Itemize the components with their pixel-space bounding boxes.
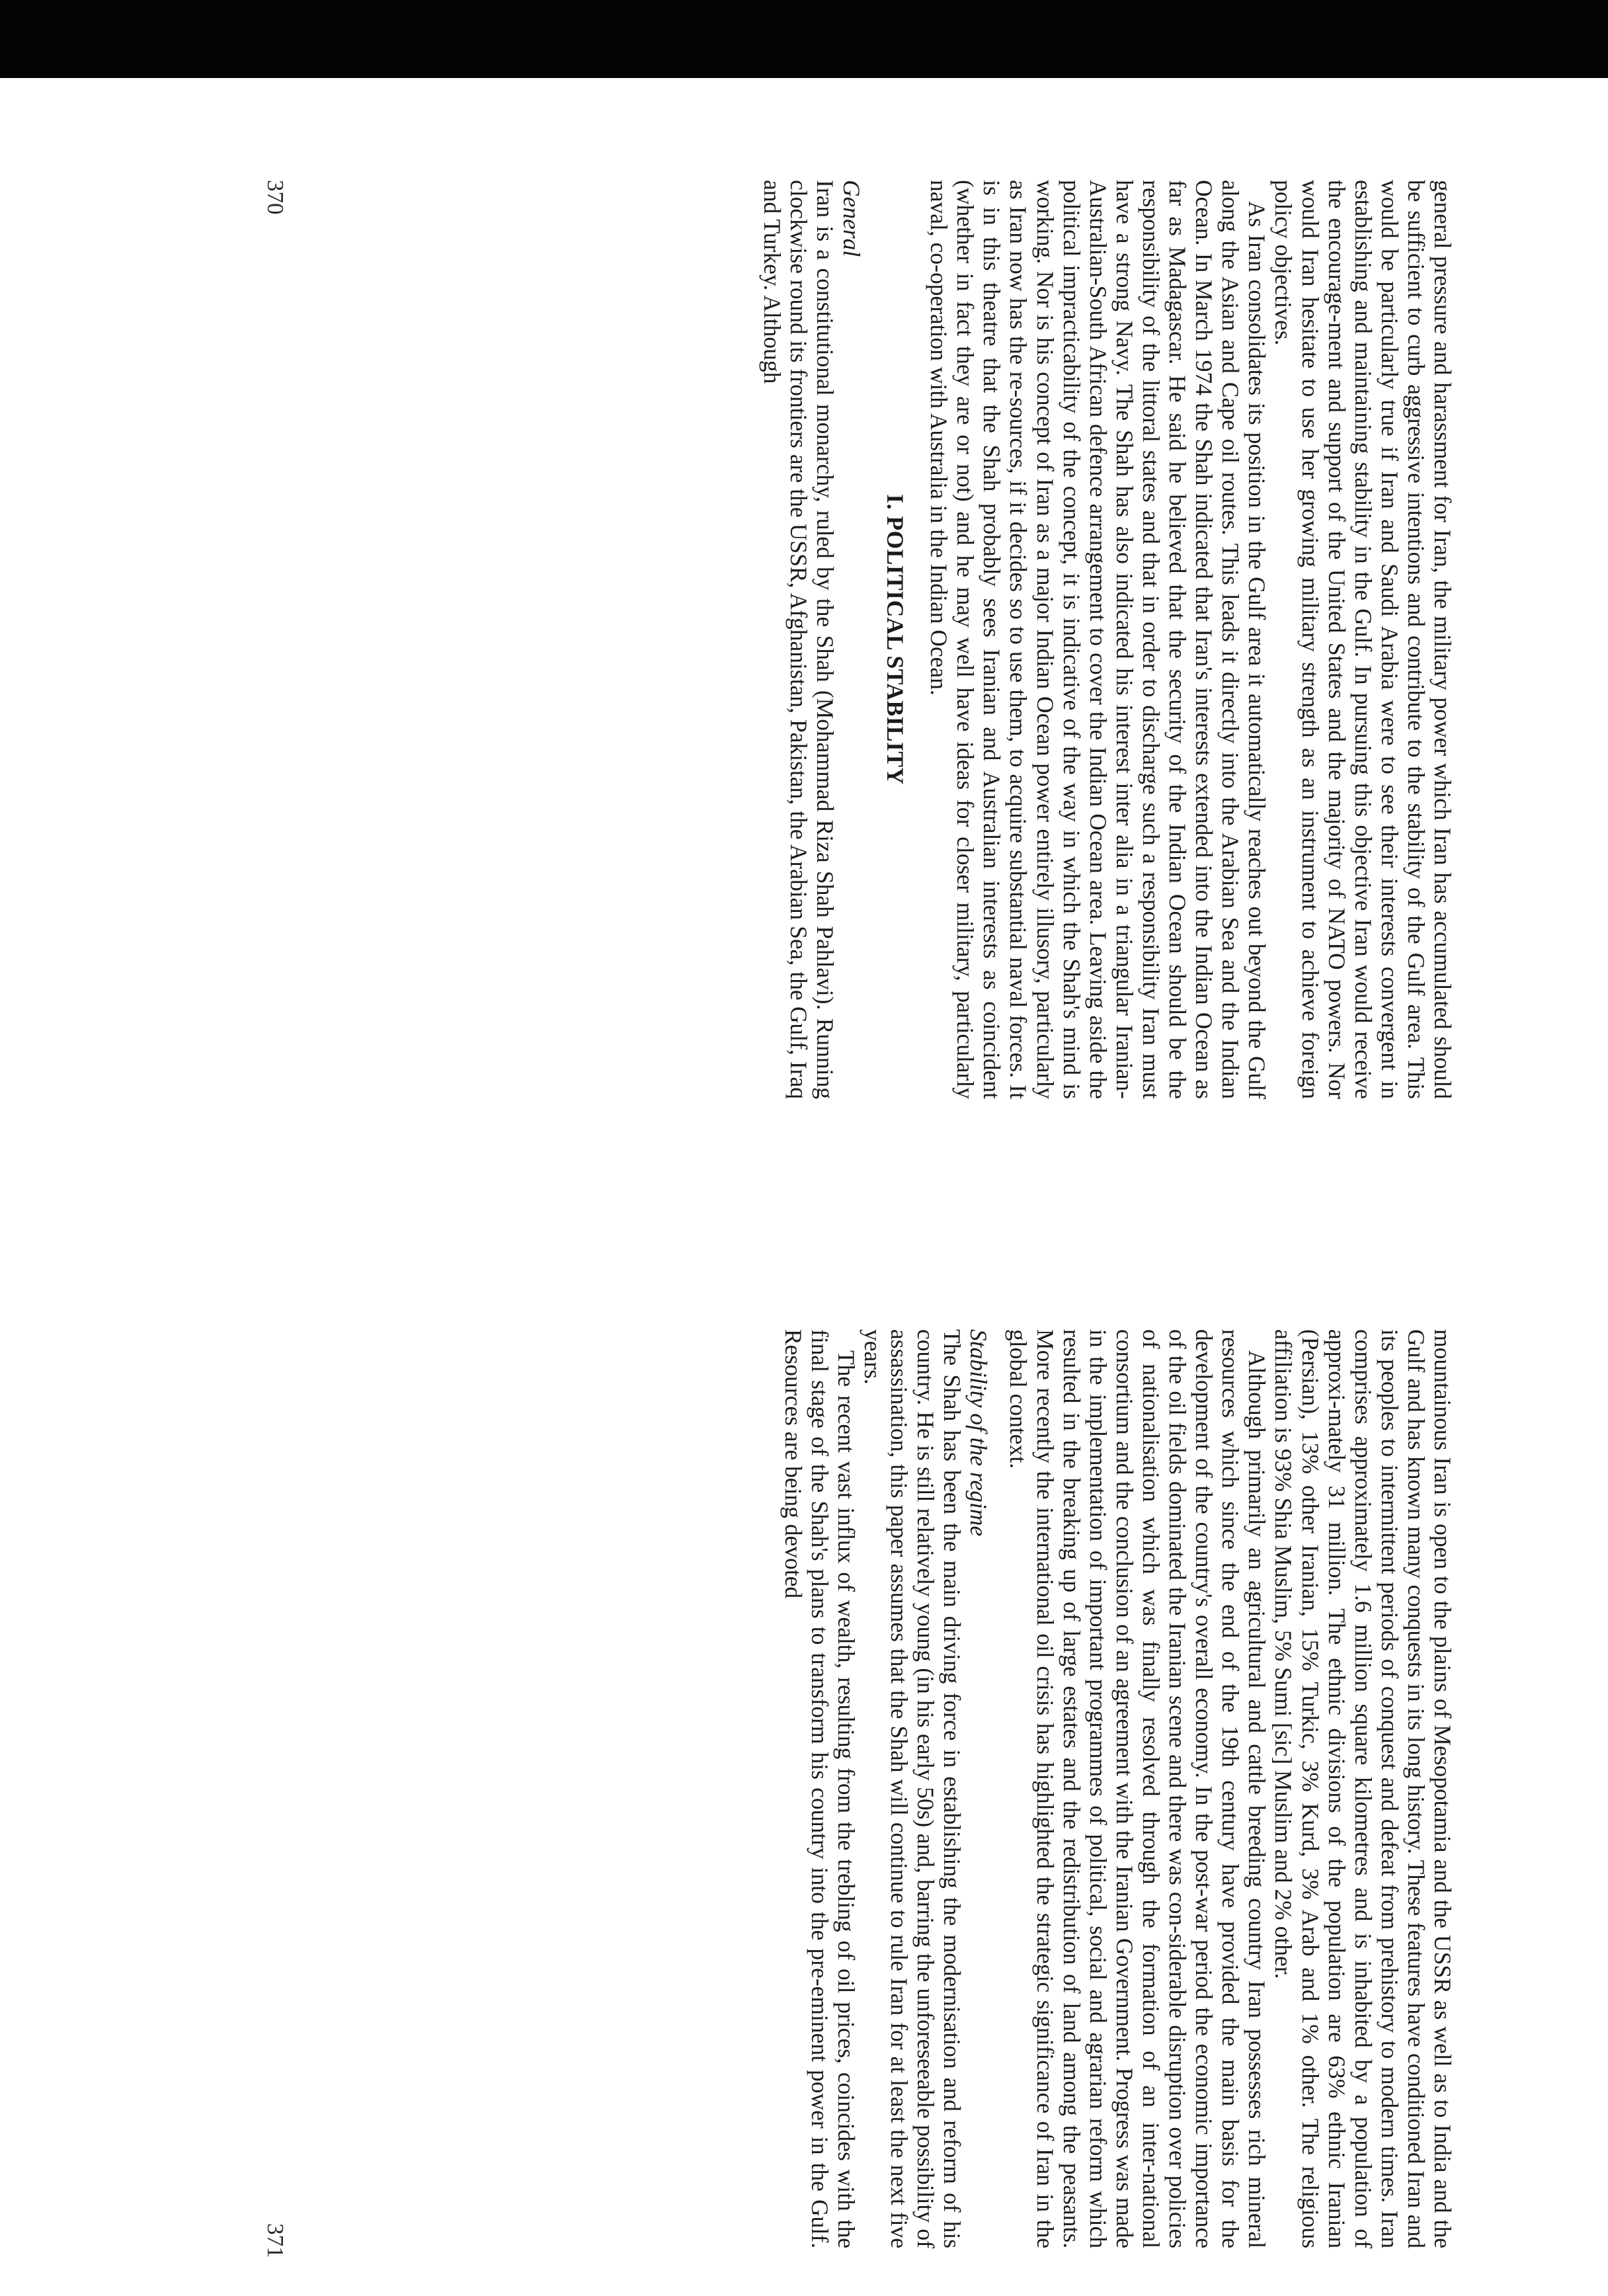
paragraph: Iran is a constitutional monarchy, ruled by the Shah (Mohammad Riza Shah Pahlavi). Running clockwise round its frontiers are the USSR, Afghanistan, Pakistan, the Arabian Sea, the Gulf, Iraq and Turkey. Although	[758, 180, 838, 1099]
paragraph: The recent vast influx of wealth, resulting from the trebling of oil prices, coincides with the final stage of the Shah's plans to transform his country into the pre-eminent power in the Gulf. Resources are being devoted	[780, 1329, 860, 2248]
paragraph: Although primarily an agricultural and cattle breeding country Iran possesses rich mineral resources which since the end of the 19th century have provided the main basis for the development of the country's overall economy. In the post-war period the economic importance of the oil fields dominated the Iranian scene and there was con-siderable disruption over policies of nationalisation which was finally resolved through the formation of an inter-national consortium and the conclusion of an agreement with the Iranian Government. Progress was made in the implementation of important programmes of political, social and agrarian reform which resulted in the breaking up of large estates and the redistribution of land among the peasants. More recently the international oil crisis has highlighted the strategic significance of Iran in the global context.	[1005, 1329, 1271, 2248]
page-370-text-column	[759, 180, 1456, 1099]
page-371-text-column	[780, 1329, 1456, 2248]
subheading-general: General	[838, 180, 865, 257]
paragraph: The Shah has been the main driving force in establishing the modernisation and reform of his country. He is still relatively young (in his early 50s) and, barring the unforeseeable possibility of assassination, this paper assumes that the Shah will continue to rule Iran for at least the next five years.	[860, 1329, 966, 2248]
page-number: 370	[262, 180, 288, 215]
paragraph: mountainous Iran is open to the plains of Mesopotamia and the USSR as well as to India and the Gulf and has known many conquests in its long history. These features have conditioned Iran and its peoples to intermittent periods of conquest and defeat from prehistory to modern times. Iran comprises approximately 1.6 million square kilometres and is inhabited by a population of approxi-mately 31 million. The ethnic divisions of the population are 63% ethnic Iranian (Persian), 13% other Iranian, 15% Turkic, 3% Kurd, 3% Arab and 1% other. The religious affiliation is 93% Shia Muslim, 5% Sumi [sic] Muslim and 2% other.	[1270, 1329, 1456, 2248]
page-371	[0, 1148, 1608, 2296]
page-number: 371	[262, 2223, 288, 2258]
paragraph: As Iran consolidates its position in the Gulf area it automatically reaches out beyond the Gulf along the Asian and Cape oil routes. This leads it directly into the Arabian Sea and the Indian Ocean. In March 1974 the Shah indicated that Iran's interests extended into the Indian Ocean as far as Madagascar. He said he believed that the security of the Indian Ocean should be the responsibility of the littoral states and that in order to discharge such a responsibility Iran must have a strong Navy. The Shah has also indicated his interest inter alia in a triangular Iranian-Australian-South African defence arrangement to cover the Indian Ocean area. Leaving aside the political impracticability of the concept, it is indicative of the way in which the Shah's mind is working. Nor is his concept of Iran as a major Indian Ocean power entirely illusory, particularly as Iran now has the re-sources, if it decides so to use them, to acquire substantial naval forces. It is in this theatre that the Shah probably sees Iranian and Australian interests as coincident (whether in fact they are or not) and he may well have ideas for closer military, particularly naval, co-operation with Australia in the Indian Ocean.	[926, 180, 1271, 1099]
section-heading: I. POLITICAL STABILITY	[882, 494, 909, 785]
subheading-stability-of-the-regime: Stability of the regime	[965, 1329, 992, 1537]
paragraph: general pressure and harassment for Iran, the military power which Iran has accumulated should be sufficient to curb aggressive intentions and contribute to the stability of the Gulf area. This would be particularly true if Iran and Saudi Arabia were to see their interests convergent in establishing and maintaining stability in the Gulf. In pursuing this objective Iran would receive the encourage-ment and support of the United States and the majority of NATO powers. Nor would Iran hesitate to use her growing military strength as an instrument to achieve foreign policy objectives.	[1270, 180, 1456, 1099]
